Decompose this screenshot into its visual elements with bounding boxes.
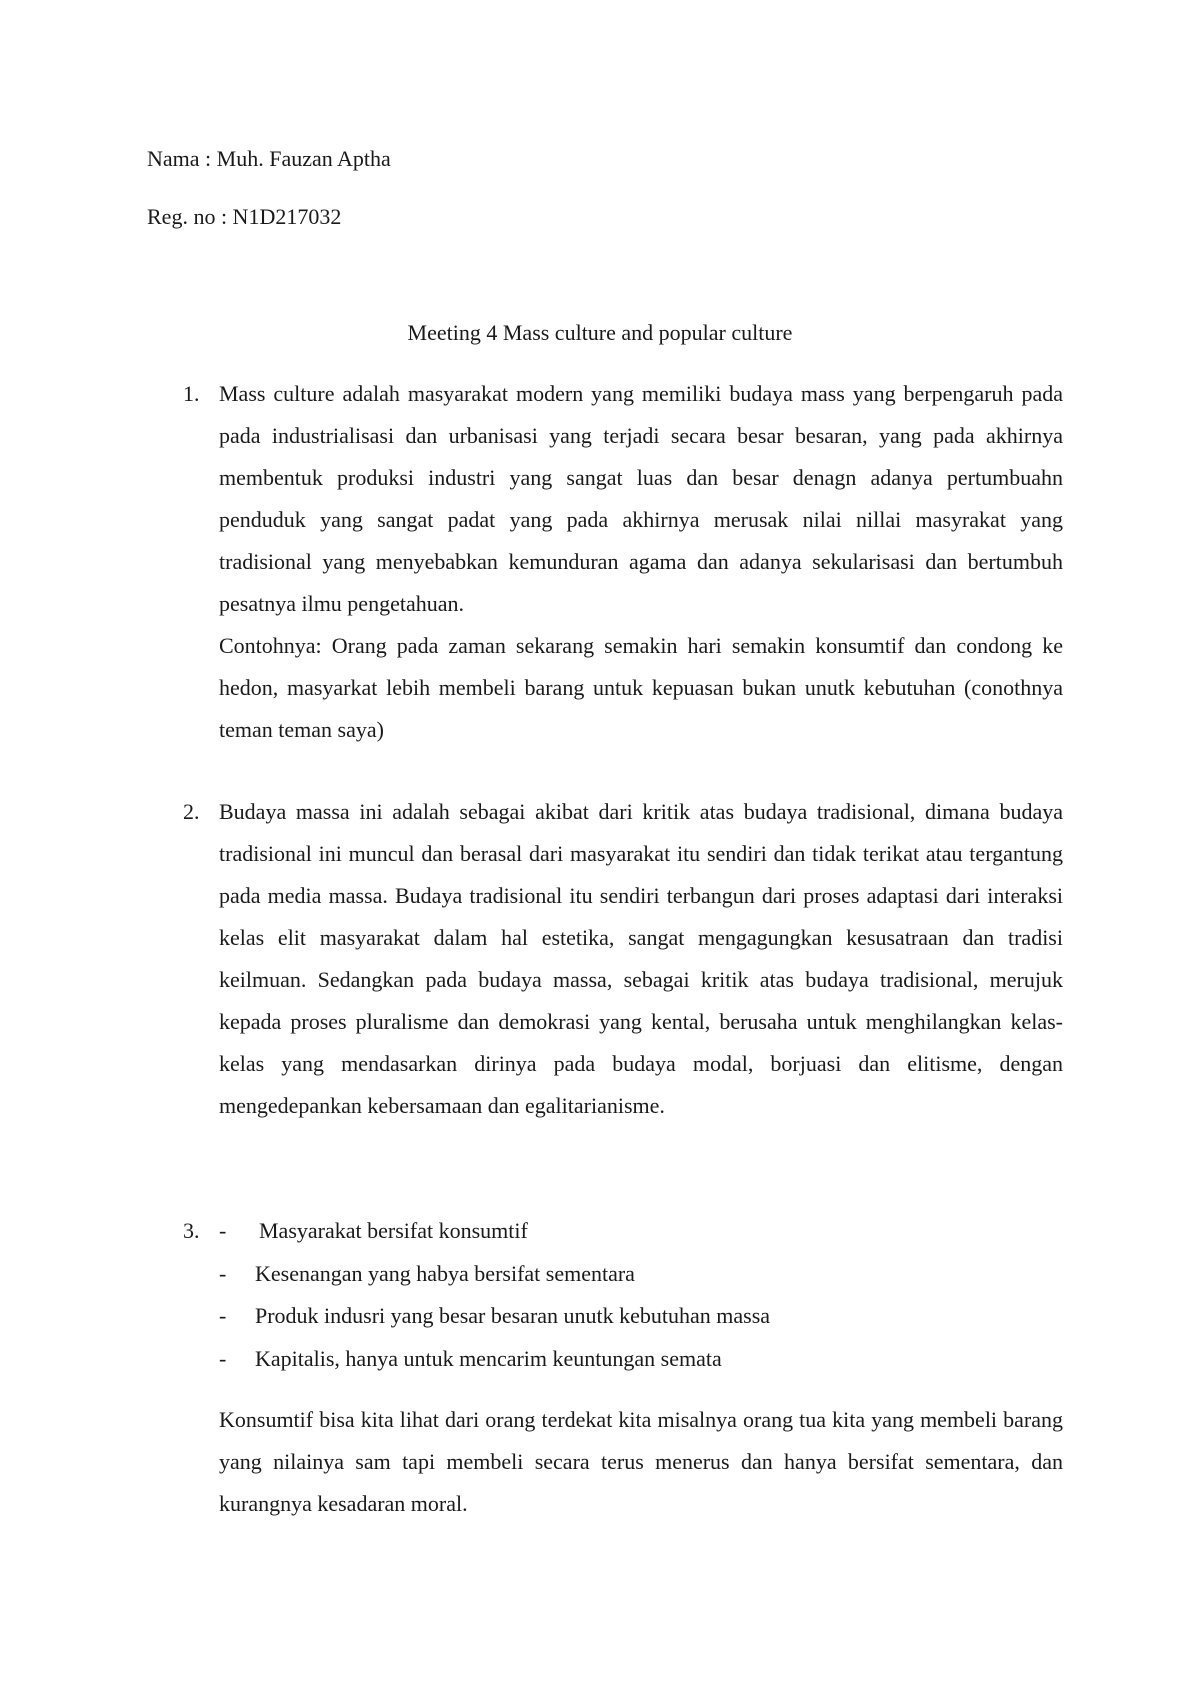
closing-paragraph: Konsumtif bisa kita lihat dari orang terdekat kita misalnya orang tua kita yang membeli barang yang nilainya sam tapi membeli secara terus menerus dan hanya bersifat sementara, dan kurangnya kesadaran moral.	[219, 1407, 1063, 1516]
bullet-text: Kesenangan yang habya bersifat sementara	[255, 1260, 635, 1286]
bullet-text: Produk indusri yang besar besaran unutk kebutuhan massa	[255, 1303, 771, 1328]
item-number: 2.	[183, 799, 200, 824]
bullet-text: Masyarakat bersifat konsumtif	[259, 1218, 528, 1243]
item-body	[219, 373, 1063, 751]
student-name-line: Nama : Muh. Fauzan Aptha	[147, 146, 391, 171]
list-item	[219, 1253, 1063, 1296]
bullet-dash: -	[219, 1218, 227, 1243]
item-body	[219, 1210, 1063, 1380]
item-paragraph: Budaya massa ini adalah sebagai akibat dari kritik atas budaya tradisional, dimana budaya tradisional ini muncul dan berasal dari masyarakat itu sendiri dan tidak terikat atau tergantung pada media massa. Budaya tradisional itu sendiri terbangun dari proses adaptasi dari interaksi kelas elit masyarakat dalam hal estetika, sangat mengagungkan kesusatraan dan tradisi keilmuan. Sedangkan pada budaya massa, sebagai kritik atas budaya tradisional, merujuk kepada proses pluralisme dan demokrasi yang kental, berusaha untuk menghilangkan kelas-kelas yang mendasarkan dirinya pada budaya modal, borjuasi dan elitisme, dengan mengedepankan kebersamaan dan egalitarianisme.	[219, 799, 1063, 1118]
bullet-dash: -	[219, 1345, 227, 1371]
item-number: 3.	[183, 1218, 200, 1243]
item-example: Contohnya: Orang pada zaman sekarang semakin hari semakin konsumtif dan condong ke hedon, masyarkat lebih membeli barang untuk kepuasan bukan unutk kebutuhan (conothnya teman teman saya)	[219, 633, 1063, 742]
list-item	[219, 1338, 1063, 1381]
bullet-list	[219, 1210, 1063, 1380]
closing-paragraph-block	[219, 1399, 1063, 1525]
item-paragraph: Mass culture adalah masyarakat modern yang memiliki budaya mass yang berpengaruh pada pada industrialisasi dan urbanisasi yang terjadi secara besar besaran, yang pada akhirnya membentuk produksi industri yang sangat luas dan besar denagn adanya pertumbuahn penduduk yang sangat padat yang pada akhirnya merusak nilai nillai masyrakat yang tradisional yang menyebabkan kemunduran agama dan adanya sekularisasi dan bertumbuh pesatnya ilmu pengetahuan.	[219, 381, 1063, 616]
item-number: 1.	[183, 381, 200, 406]
bullet-dash: -	[219, 1303, 227, 1328]
list-item	[219, 1295, 1063, 1338]
document-title: Meeting 4 Mass culture and popular culture	[407, 320, 793, 345]
item-body	[219, 791, 1063, 1127]
bullet-dash: -	[219, 1260, 227, 1286]
list-item	[219, 1210, 1063, 1253]
bullet-text: Kapitalis, hanya untuk mencarim keuntungan semata	[255, 1345, 722, 1371]
registration-number-line: Reg. no : N1D217032	[147, 204, 342, 229]
